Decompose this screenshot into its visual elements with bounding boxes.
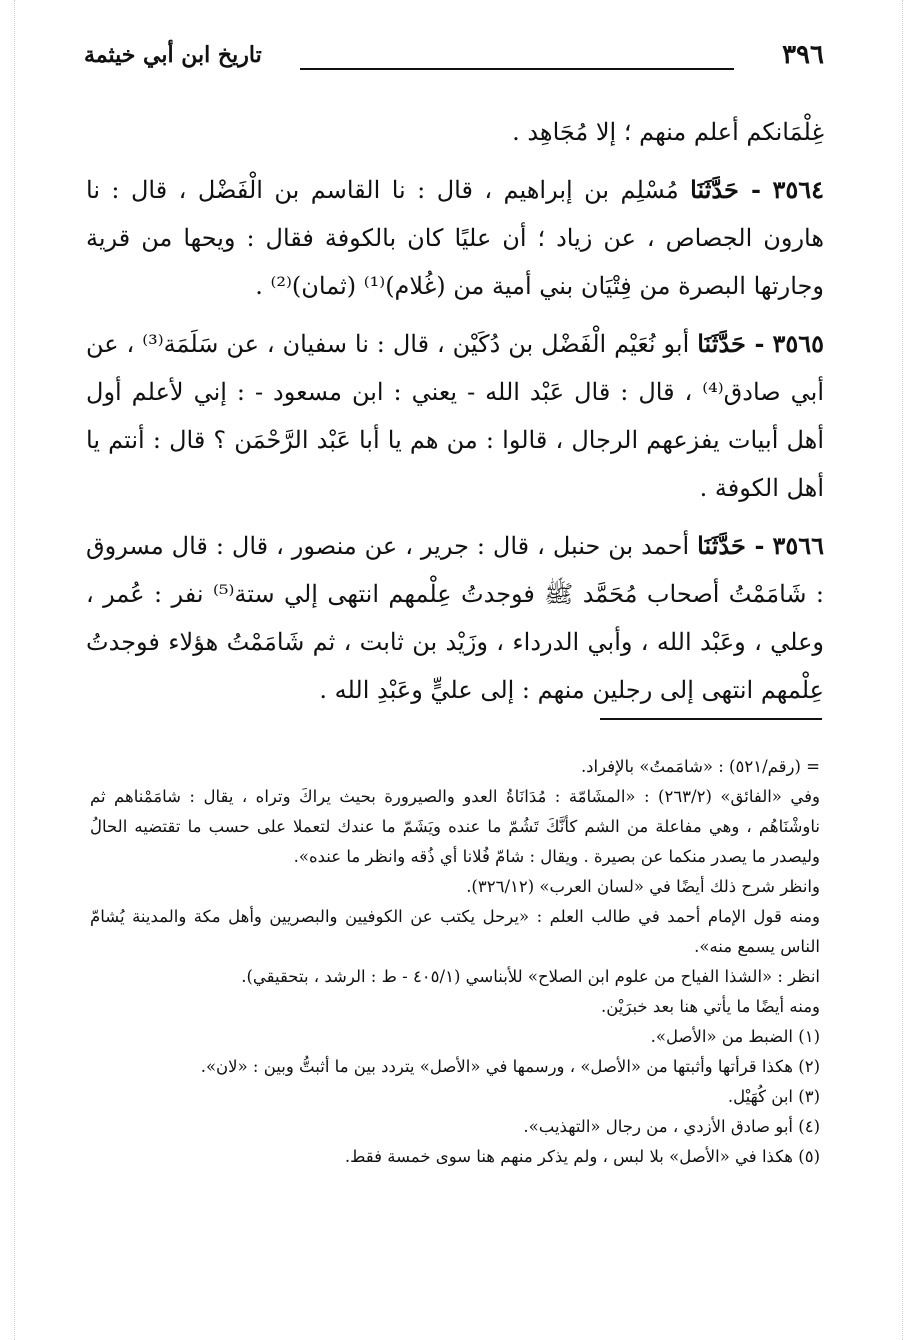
footnotes — [90, 752, 820, 1172]
footnote-2: (٢) هكذا قرأتها وأثبتها من «الأصل» ، ورسمها في «الأصل» يتردد بين ما أثبتُّ وبين : «لان». — [200, 1057, 820, 1076]
narration-text: مُسْلِم بن إبراهيم ، قال : نا القاسم بن الْفَضْل ، قال : نا هارون الجصاص ، عن زياد ؛ أن عليًا كان بالكوفة فقال : ويحها من قرية وجارتها البصرة من فِتْيَان بني أمية من (غُلام)⁽¹⁾ (ثمان)⁽²⁾ . — [86, 176, 824, 300]
page-number: ٣٩٦ — [782, 40, 824, 70]
book-title: تاريخ ابن أبي خيثمة — [84, 42, 262, 68]
footnote-1: (١) الضبط من «الأصل». — [650, 1027, 820, 1046]
footnote-continuation-line: وانظر شرح ذلك أيضًا في «لسان العرب» (٣٢٦/١٢). — [466, 877, 820, 896]
narration-3564: ٣٥٦٤ - حَدَّثَنَا مُسْلِم بن إبراهيم ، قال : نا القاسم بن الْفَضْل ، قال : نا هارون الجصاص ، عن زياد ؛ أن عليًا كان بالكوفة فقال : ويحها من قرية وجارتها البصرة من فِتْيَان بني أمية من (غُلام)⁽¹⁾ (ثمان)⁽²⁾ . — [86, 175, 824, 300]
footnote-5: (٥) هكذا في «الأصل» بلا لبس ، ولم يذكر منهم هنا سوى خمسة فقط. — [344, 1147, 820, 1166]
footnote-continuation-line: وفي «الفائق» (٢٦٣/٢) : «المشَامّة : مُدَانَاةُ العدو والصيرورة بحيث يراكَ وتراه ، يقال : شامَمْناهم ثم ناوشْنَاهُم ، وهي مفاعلة من الشم كأنَّكَ تَشُمّ ما عنده ويَشَمّ ما عندك لتعملا على حسب ما تقتضيه الحالُ وليصدر ما يصدر منكما عن بصيرة . ويقال : شامّ فُلانا أي ذُقه وانظر ما عنده». — [90, 787, 820, 866]
narration-text: أبو نُعَيْم الْفَضْل بن دُكَيْن ، قال : نا سفيان ، عن سَلَمَة⁽³⁾ ، عن أبي صادق⁽⁴⁾ ، قال : قال عَبْد الله - يعني : ابن مسعود - : إني لأعلم أول أهل أبيات يفزعهم الرجال ، قالوا : من هم يا أبا عَبْد الرَّحْمَن ؟ قال : أنتم يا أهل الكوفة . — [86, 330, 825, 502]
narration-verb: حَدَّثَنَا — [690, 175, 739, 204]
footnote-continuation-line: ومنه قول الإمام أحمد في طالب العلم : «يرحل يكتب عن الكوفيين والبصريين وأهل مكة والمدينة يُشامّ الناس يسمع منه». — [90, 907, 820, 956]
footnote-4: (٤) أبو صادق الأزدي ، من رجال «التهذيب». — [523, 1117, 820, 1136]
footnote-continuation-line: = (رقم/٥٢١) : «شامَمتُ» بالإفراد. — [580, 757, 820, 776]
main-text — [86, 108, 824, 724]
narration-text: أحمد بن حنبل ، قال : جرير ، عن منصور ، قال : قال مسروق : شَامَمْتُ أصحاب مُحَمَّد ﷺ فوجدتُ عِلْمهم انتهى إلي ستة⁽⁵⁾ نفر : عُمر ، وعلي ، وعَبْد الله ، وأبي الدرداء ، وزَيْد بن ثابت ، ثم شَامَمْتُ هؤلاء فوجدتُ عِلْمهم انتهى إلى رجلين منهم : إلى عليٍّ وعَبْدِ الله . — [86, 532, 824, 704]
narration-number: ٣٥٦٦ — [772, 531, 824, 560]
footnote-separator — [600, 718, 822, 720]
paragraph-text: غِلْمَانكم أعلم منهم ؛ إلا مُجَاهِد . — [512, 118, 824, 146]
footnote-continuation-line: ومنه أيضًا ما يأتي هنا بعد خبرَيْن. — [600, 997, 820, 1016]
narration-3566: ٣٥٦٦ - حَدَّثَنَا أحمد بن حنبل ، قال : جرير ، عن منصور ، قال : قال مسروق : شَامَمْتُ أصحاب مُحَمَّد ﷺ فوجدتُ عِلْمهم انتهى إلي ستة⁽⁵⁾ نفر : عُمر ، وعلي ، وعَبْد الله ، وأبي الدرداء ، وزَيْد بن ثابت ، ثم شَامَمْتُ هؤلاء فوجدتُ عِلْمهم انتهى إلى رجلين منهم : إلى عليٍّ وعَبْدِ الله . — [86, 531, 824, 704]
footnote-continuation-line: انظر : «الشذا الفياح من علوم ابن الصلاح» للأبناسي (٤٠٥/١ - ط : الرشد ، بتحقيقي). — [241, 967, 820, 986]
narration-verb: حَدَّثَنَا — [697, 329, 746, 358]
narration-number: ٣٥٦٤ — [772, 175, 824, 204]
page-header — [84, 40, 824, 80]
header-rule — [300, 68, 734, 70]
footnote-3: (٣) ابن كُهَيْل. — [727, 1087, 820, 1106]
scan-margin-right — [902, 0, 903, 1340]
scan-margin-left — [14, 0, 15, 1340]
narration-number: ٣٥٦٥ — [772, 329, 824, 358]
narration-3565: ٣٥٦٥ - حَدَّثَنَا أبو نُعَيْم الْفَضْل بن دُكَيْن ، قال : نا سفيان ، عن سَلَمَة⁽³⁾ ، عن أبي صادق⁽⁴⁾ ، قال : قال عَبْد الله - يعني : ابن مسعود - : إني لأعلم أول أهل أبيات يفزعهم الرجال ، قالوا : من هم يا أبا عَبْد الرَّحْمَن ؟ قال : أنتم يا أهل الكوفة . — [86, 329, 825, 502]
paragraph-continuation — [86, 108, 824, 156]
narration-verb: حَدَّثَنَا — [697, 531, 746, 560]
